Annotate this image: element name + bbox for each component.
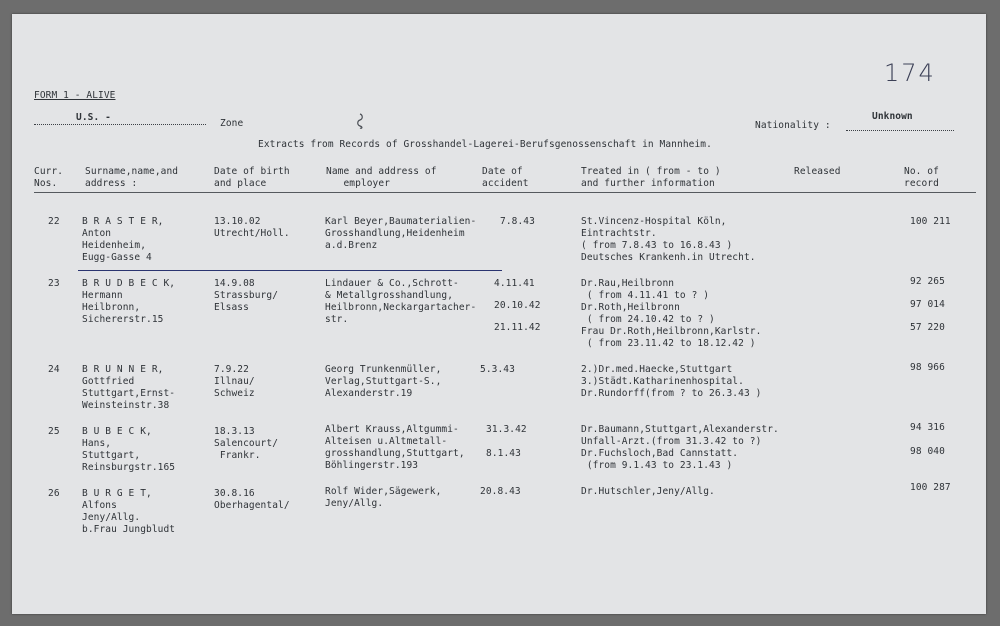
row-23-record: 92 265 97 014 57 220 xyxy=(910,276,945,333)
col-curr-nos: Curr. Nos. xyxy=(34,166,64,189)
row-26-record: 100 287 xyxy=(910,482,951,493)
nationality-value: Unknown xyxy=(872,111,913,122)
row-24-name: B R U N N E R, Gottfried Stuttgart,Ernst- Weinsteinstr.38 xyxy=(82,364,176,411)
handwritten-page-number: 174 xyxy=(884,59,936,87)
row-26-accident: 20.8.43 xyxy=(480,486,521,497)
row-24-treated: 2.)Dr.med.Haecke,Stuttgart 3.)Städt.Katharinenhospital. Dr.Rundorff(from ? to 26.3.43 ) xyxy=(581,364,762,399)
row-25-birth: 18.3.13 Salencourt/ Frankr. xyxy=(214,426,279,461)
col-name-address: Surname,name,and address : xyxy=(85,166,179,189)
row-23-treated: Dr.Rau,Heilbronn ( from 4.11.41 to ? ) Dr.Roth,Heilbronn ( from 24.10.42 to ? ) Frau Dr.Roth,Heilbronn,Karlstr. ( from 23.11.42 to 18.12.42 ) xyxy=(581,278,762,349)
nationality-label: Nationality : xyxy=(755,120,831,131)
row-26-num: 26 xyxy=(48,488,60,499)
col-birth: Date of birth and place xyxy=(214,166,290,189)
row-24-num: 24 xyxy=(48,364,60,375)
row-23-name: B R U D B E C K, Hermann Heilbronn, Sichererstr.15 xyxy=(82,278,176,325)
row-23-accident: 4.11.41 20.10.42 21.11.42 xyxy=(494,278,541,333)
row-25-num: 25 xyxy=(48,426,60,437)
col-released: Released xyxy=(794,166,841,177)
row-25-accident: 31.3.42 8.1.43 xyxy=(486,424,527,459)
row-24-accident: 5.3.43 xyxy=(480,364,515,375)
zone-label: Zone xyxy=(220,118,244,129)
row-25-record: 94 316 98 040 xyxy=(910,422,945,457)
form-label: FORM 1 - ALIVE xyxy=(34,90,116,101)
col-record: No. of record xyxy=(904,166,939,189)
header-rule xyxy=(34,192,976,193)
nationality-dotted-line xyxy=(846,130,954,131)
col-employer: Name and address of employer xyxy=(326,166,437,189)
row-22-accident: 7.8.43 xyxy=(500,216,535,227)
row-22-record: 100 211 xyxy=(910,216,951,227)
row-24-record: 98 966 xyxy=(910,362,945,373)
row-23-employer: Lindauer & Co.,Schrott- & Metallgrosshandlung, Heilbronn,Neckargartacher- str. xyxy=(325,278,477,325)
row-24-employer: Georg Trunkenmüller, Verlag,Stuttgart-S., Alexanderstr.19 xyxy=(325,364,442,399)
ink-underline xyxy=(78,270,502,271)
row-22-num: 22 xyxy=(48,216,60,227)
row-22-birth: 13.10.02 Utrecht/Holl. xyxy=(214,216,290,239)
row-25-name: B U B E C K, Hans, Stuttgart, Reinsburgstr.165 xyxy=(82,426,176,473)
row-22-treated: St.Vincenz-Hospital Köln, Eintrachtstr. ( from 7.8.43 to 16.8.43 ) Deutsches Krankenh.in Utrecht. xyxy=(581,216,756,263)
row-25-treated: Dr.Baumann,Stuttgart,Alexanderstr. Unfall-Arzt.(from 31.3.42 to ?) Dr.Fuchsloch,Bad Cannstatt. (from 9.1.43 to 23.1.43 ) xyxy=(581,424,779,471)
row-22-name: B R A S T E R, Anton Heidenheim, Eugg-Gasse 4 xyxy=(82,216,164,263)
row-25-employer: Albert Krauss,Altgummi- Alteisen u.Altmetall- grosshandlung,Stuttgart, Böhlingerstr.193 xyxy=(325,424,465,471)
row-23-num: 23 xyxy=(48,278,60,289)
zone-dotted-line xyxy=(34,124,206,125)
ink-stamp-mark xyxy=(355,113,365,129)
col-accident: Date of accident xyxy=(482,166,529,189)
row-23-birth: 14.9.08 Strassburg/ Elsass xyxy=(214,278,279,313)
col-treated: Treated in ( from - to ) and further information xyxy=(581,166,721,189)
row-26-treated: Dr.Hutschler,Jeny/Allg. xyxy=(581,486,715,497)
document-sheet xyxy=(12,14,986,614)
row-26-name: B U R G E T, Alfons Jeny/Allg. b.Frau Jungbludt xyxy=(82,488,176,535)
zone-value: U.S. - xyxy=(76,112,111,123)
row-26-employer: Rolf Wider,Sägewerk, Jeny/Allg. xyxy=(325,486,442,509)
row-24-birth: 7.9.22 Illnau/ Schweiz xyxy=(214,364,255,399)
row-22-employer: Karl Beyer,Baumaterialien- Grosshandlung,Heidenheim a.d.Brenz xyxy=(325,216,477,251)
extracts-title: Extracts from Records of Grosshandel-Lagerei-Berufsgenossenschaft in Mannheim. xyxy=(258,139,712,150)
row-26-birth: 30.8.16 Oberhagental/ xyxy=(214,488,290,511)
